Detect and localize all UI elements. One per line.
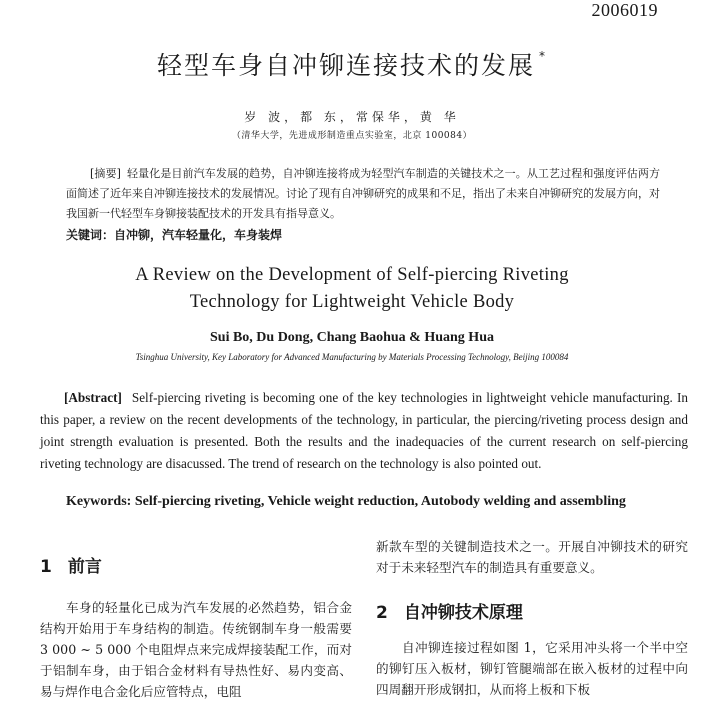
chinese-abstract-label: [摘要] — [90, 167, 121, 180]
right-column — [376, 536, 688, 700]
section-1-paragraph: 车身的轻量化已成为汽车发展的必然趋势，铝合金结构开始用于车身结构的制造。传统钢制车身一般需要 3 000 ~ 5 000 个电阻焊点来完成焊接装配工作，而对于铝制车身，由于铝合金材料有导热性好、易内变高、易与焊作电合金化后应管特点，电阻 — [40, 600, 352, 699]
chinese-authors: 岁 波，都 东，常保华，黄 华 — [244, 110, 460, 124]
english-title-line-2: Technology for Lightweight Vehicle Body — [189, 292, 515, 312]
english-abstract — [40, 387, 688, 475]
section-1-number: 1 — [40, 557, 52, 577]
chinese-affiliation: （清华大学，先进成形制造重点实验室，北京 100084） — [231, 131, 473, 141]
english-abstract-text: Self-piercing riveting is becoming one of the key technologies in lightweight vehicle manufacturing. In this paper, a review on the recent developments of the technology, in particular, the piercing/riveting process design and joint strength evaluation is presented. Both the results and the inadequacies of the current research on self-piercing riveting technology are disacussed. The trend of research on the technology is also pointed out. — [40, 390, 688, 471]
section-2-heading — [376, 598, 688, 623]
chinese-abstract — [66, 164, 660, 224]
section-2-paragraph: 自冲铆连接过程如图 1，它采用冲头将一个半中空的铆钉压入板材，铆钉管腿端部在嵌入板材的过程中向四周翻开形成钢扣，从而将上板和下板 — [376, 640, 688, 697]
section-2-number: 2 — [376, 603, 388, 623]
title-footnote-mark: * — [539, 49, 547, 63]
english-title-line-1: A Review on the Development of Self-piercing Riveting — [135, 265, 569, 285]
english-title — [0, 262, 704, 316]
english-authors: Sui Bo, Du Dong, Chang Baohua & Huang Hua — [210, 330, 494, 345]
chinese-abstract-text: 轻量化是目前汽车发展的趋势，自冲铆连接将成为轻型汽车制造的关键技术之一。从工艺过程和强度评估两方面简述了近年来自冲铆连接技术的发展情况。讨论了现有自冲铆研究的成果和不足，指出了未来自冲铆研究的发展方向，对我国新一代轻型车身铆接装配技术的开发具有指导意义。 — [66, 167, 660, 220]
chinese-keywords: 关键词：自冲铆，汽车轻量化，车身装焊 — [66, 228, 283, 242]
section-1-title: 前言 — [67, 557, 102, 577]
chinese-title — [0, 46, 704, 82]
chinese-title-text: 轻型车身自冲铆连接技术的发展 — [156, 51, 535, 80]
continued-paragraph: 新款车型的关键制造技术之一。开展自冲铆技术的研究对于未来轻型汽车的制造具有重要意义。 — [376, 539, 688, 575]
section-2-title: 自冲铆技术原理 — [403, 603, 523, 623]
english-keywords: Keywords: Self-piercing riveting, Vehicle weight reduction, Autobody welding and assembling — [66, 494, 626, 509]
english-abstract-label: [Abstract] — [64, 390, 122, 405]
english-affiliation: Tsinghua University, Key Laboratory for Advanced Manufacturing by Materials Processing Technology, Beijing 100084 — [135, 352, 569, 362]
paper-id: 2006019 — [591, 0, 658, 20]
section-1-heading — [40, 552, 352, 577]
left-column — [40, 552, 352, 702]
